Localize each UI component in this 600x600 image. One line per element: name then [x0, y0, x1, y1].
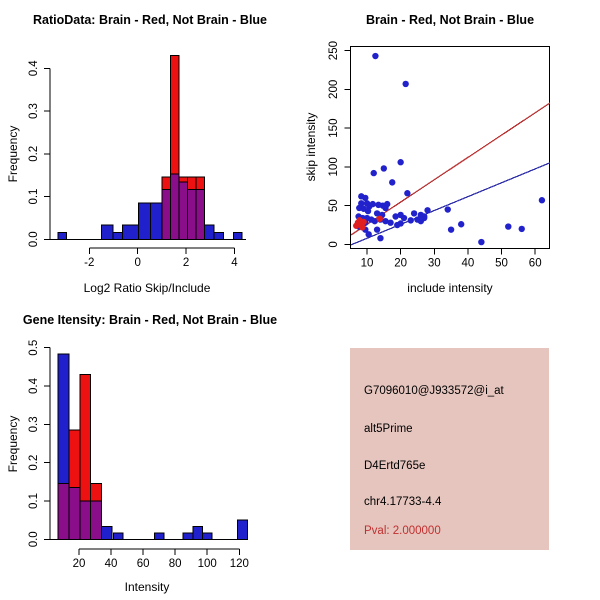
- svg-text:100: 100: [197, 558, 217, 570]
- svg-text:100: 100: [328, 157, 340, 177]
- svg-text:120: 120: [229, 558, 249, 570]
- svg-text:40: 40: [461, 257, 475, 270]
- svg-text:0.0: 0.0: [28, 531, 40, 548]
- scatter-title: Brain - Red, Not Brain - Blue: [365, 13, 535, 27]
- panel-ratio-histogram: [0, 0, 300, 300]
- pval-text: Pval: 2.000000: [364, 525, 441, 537]
- svg-text:250: 250: [328, 41, 340, 61]
- gene-name-text: D4Ertd765e: [364, 460, 426, 472]
- svg-text:-2: -2: [84, 257, 95, 269]
- panel-probe-info: [300, 300, 600, 600]
- svg-text:80: 80: [168, 558, 182, 570]
- svg-text:0.3: 0.3: [28, 416, 40, 433]
- svg-text:0.2: 0.2: [28, 454, 40, 471]
- ratio-histogram-title: RatioData: Brain - Red, Not Brain - Blue: [32, 13, 268, 27]
- svg-text:0.4: 0.4: [28, 378, 40, 395]
- svg-text:0.4: 0.4: [28, 60, 40, 77]
- svg-text:60: 60: [136, 558, 150, 570]
- svg-text:150: 150: [328, 118, 340, 138]
- scatter-canvas: [300, 0, 600, 300]
- ratio-histogram-xlabel: Log2 Ratio Skip/Include: [83, 281, 211, 295]
- svg-text:0: 0: [134, 257, 141, 269]
- splice-type-text: alt5Prime: [364, 423, 413, 435]
- scatter-xlabel: include intensity: [407, 281, 493, 295]
- probe-info-background: [350, 348, 549, 550]
- panel-gene-intensity-histogram: [0, 300, 300, 600]
- svg-text:0.1: 0.1: [28, 492, 40, 509]
- scatter-ylabel: skip intensity: [304, 112, 318, 182]
- ratio-histogram-canvas: [0, 0, 300, 300]
- svg-text:40: 40: [104, 558, 118, 570]
- probe-id-text: G7096010@J933572@i_at: [364, 385, 504, 397]
- svg-text:0.2: 0.2: [28, 145, 40, 162]
- gene-histogram-xlabel: Intensity: [124, 580, 170, 594]
- chromosome-location-text: chr4.17733-4.4: [364, 496, 442, 508]
- svg-text:20: 20: [72, 558, 86, 570]
- svg-text:4: 4: [231, 257, 238, 269]
- gene-histogram-ylabel: Frequency: [6, 415, 20, 473]
- svg-text:10: 10: [360, 257, 374, 270]
- svg-text:20: 20: [394, 257, 408, 270]
- svg-text:0.5: 0.5: [28, 339, 40, 356]
- svg-text:60: 60: [528, 257, 542, 270]
- svg-text:0.1: 0.1: [28, 188, 40, 205]
- svg-text:50: 50: [495, 257, 508, 270]
- svg-text:0: 0: [328, 241, 340, 248]
- svg-text:30: 30: [427, 257, 441, 270]
- svg-text:200: 200: [328, 79, 340, 99]
- svg-text:0.3: 0.3: [28, 103, 40, 120]
- svg-text:0.0: 0.0: [28, 231, 40, 248]
- gene-histogram-canvas: [0, 300, 300, 600]
- gene-histogram-title: Gene Itensity: Brain - Red, Not Brain - Blue: [22, 313, 278, 327]
- panel-intensity-scatter: [300, 0, 600, 300]
- ratio-histogram-ylabel: Frequency: [6, 125, 20, 183]
- svg-text:2: 2: [182, 257, 190, 269]
- svg-text:50: 50: [328, 199, 340, 213]
